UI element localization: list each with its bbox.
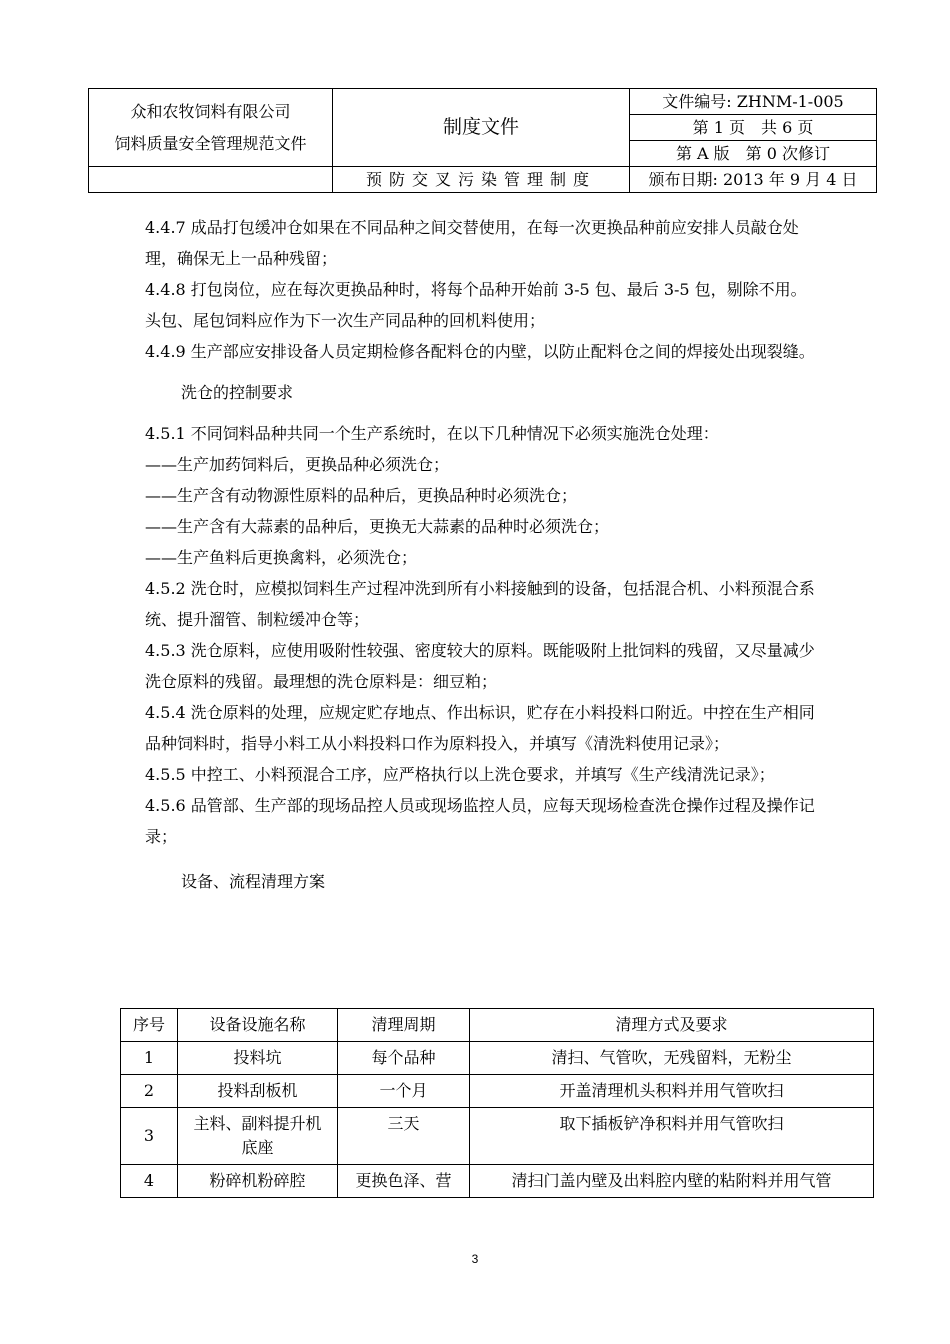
- issue-date: 颁布日期: 2013 年 9 月 4 日: [630, 167, 877, 193]
- table-row: [121, 1042, 874, 1075]
- version-info: 第 A 版 第 0 次修订: [630, 141, 877, 167]
- table-header-row: [121, 1009, 874, 1042]
- wash-case-1: ——生产加药饲料后，更换品种必须洗仓；: [145, 455, 450, 474]
- table-cell: 清扫、气管吹，无残留料，无粉尘: [470, 1042, 874, 1075]
- table-header-cell: 设备设施名称: [178, 1009, 338, 1042]
- table-row: [121, 1075, 874, 1108]
- clause-4-4-7: 4.4.7 成品打包缓冲仓如果在不同品种之间交替使用，在每一次更换品种前应安排人员敲仓处理，确保无上一品种残留；: [145, 218, 799, 268]
- table-cell: 投料刮板机: [178, 1075, 338, 1108]
- table-row: [121, 1165, 874, 1198]
- table-cell: 一个月: [338, 1075, 470, 1108]
- clause-4-4-8: 4.4.8 打包岗位，应在每次更换品种时，将每个品种开始前 3-5 包、最后 3-5 包，剔除不用。头包、尾包饲料应作为下一次生产同品种的回机料使用；: [145, 280, 807, 330]
- company-block: [89, 89, 333, 167]
- clause-4-5-5: 4.5.5 中控工、小料预混合工序，应严格执行以上洗仓要求，并填写《生产线清洗记录》；: [145, 765, 775, 784]
- company-name: 众和农牧饲料有限公司: [130, 101, 291, 121]
- page-number: 3: [471, 1252, 479, 1266]
- table-cell: 清扫门盖内壁及出料腔内壁的粘附料并用气管: [470, 1165, 874, 1198]
- table-cell: 4: [121, 1165, 178, 1198]
- table-header-cell: 清理方式及要求: [470, 1009, 874, 1042]
- table-cell: 更换色泽、营: [338, 1165, 470, 1198]
- clause-4-5-2: 4.5.2 洗仓时，应模拟饲料生产过程冲洗到所有小料接触到的设备，包括混合机、小料预混合系统、提升溜管、制粒缓冲仓等；: [145, 579, 815, 629]
- cleaning-plan-table: [120, 1008, 874, 1198]
- clause-4-5-3: 4.5.3 洗仓原料，应使用吸附性较强、密度较大的原料。既能吸附上批饲料的残留，又尽量减少洗仓原料的残留。最理想的洗仓原料是：细豆粕；: [145, 641, 815, 691]
- spec-name: 饲料质量安全管理规范文件: [114, 133, 307, 153]
- section-title-clean: 设备、流程清理方案: [181, 872, 326, 891]
- section-title-wash: 洗仓的控制要求: [181, 383, 294, 402]
- wash-case-3: ——生产含有大蒜素的品种后，更换无大蒜素的品种时必须洗仓；: [145, 517, 610, 536]
- table-header-cell: 序号: [121, 1009, 178, 1042]
- document-header-table: [88, 88, 877, 193]
- table-cell: 主料、副料提升机底座: [178, 1108, 338, 1165]
- table-cell: 每个品种: [338, 1042, 470, 1075]
- table-cell: 3: [121, 1108, 178, 1165]
- clause-4-5-6: 4.5.6 品管部、生产部的现场品控人员或现场监控人员，应每天现场检查洗仓操作过程及操作记录；: [145, 796, 815, 846]
- company-cell-bottom: [89, 167, 333, 193]
- table-header-cell: 清理周期: [338, 1009, 470, 1042]
- table-cell: 粉碎机粉碎腔: [178, 1165, 338, 1198]
- table-row: [121, 1108, 874, 1165]
- table-cell: 取下插板铲净积料并用气管吹扫: [470, 1108, 874, 1165]
- doc-subtitle: 预防交叉污染管理制度: [333, 167, 630, 193]
- table-cell: 开盖清理机头积料并用气管吹扫: [470, 1075, 874, 1108]
- clause-4-5-4: 4.5.4 洗仓原料的处理，应规定贮存地点、作出标识，贮存在小料投料口附近。中控在生产相同品种饲料时，指导小料工从小料投料口作为原料投入，并填写《清洗料使用记录》；: [145, 703, 815, 753]
- clause-4-4-9: 4.4.9 生产部应安排设备人员定期检修各配料仓的内壁，以防止配料仓之间的焊接处出现裂缝。: [145, 342, 815, 361]
- table-cell: 三天: [338, 1108, 470, 1165]
- doc-number: 文件编号: ZHNM-1-005: [630, 89, 877, 115]
- table-cell: 1: [121, 1042, 178, 1075]
- wash-case-4: ——生产鱼料后更换禽料，必须洗仓；: [145, 548, 418, 567]
- doc-type: 制度文件: [333, 89, 630, 167]
- table-cell: 投料坑: [178, 1042, 338, 1075]
- page-info: 第 1 页 共 6 页: [630, 115, 877, 141]
- wash-case-2: ——生产含有动物源性原料的品种后，更换品种时必须洗仓；: [145, 486, 578, 505]
- clause-4-5-1: 4.5.1 不同饲料品种共同一个生产系统时，在以下几种情况下必须实施洗仓处理：: [145, 424, 719, 443]
- table-cell: 2: [121, 1075, 178, 1108]
- document-body: [145, 212, 815, 909]
